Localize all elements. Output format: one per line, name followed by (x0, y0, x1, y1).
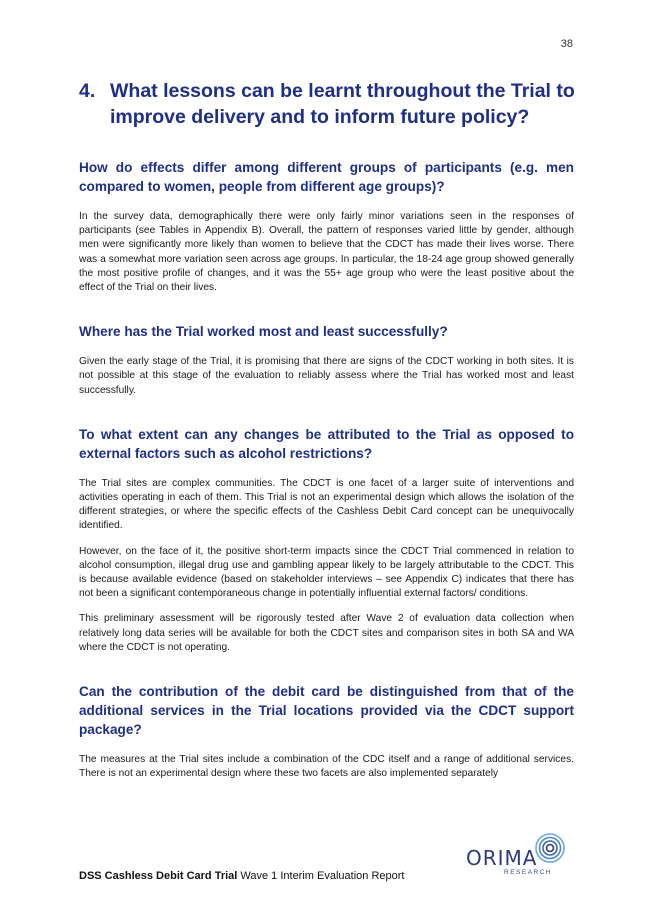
orima-research-logo (466, 832, 576, 882)
paragraph: However, on the face of it, the positive short-term impacts since the CDCT Trial commenced in relation to alcohol consumption, illegal drug use and gambling appear likely to be largely attributable to the CDCT. This is because available evidence (based on stakeholder interviews – see Appendix C) indicates that there has not been a significant contemporaneous change in potentially influential external factors/ conditions. (79, 545, 574, 600)
body-content (79, 158, 574, 792)
concentric-circles-icon (534, 832, 566, 864)
chapter-number: 4. (79, 80, 96, 102)
section-group-differences (79, 158, 574, 295)
section-where-worked (79, 322, 574, 398)
logo-wordmark: ORIMA (466, 846, 538, 870)
section-heading: Can the contribution of the debit card be distinguished from that of the additional services in the Trial locations provided via the CDCT support package? (79, 684, 574, 738)
chapter-heading (79, 78, 579, 130)
section-heading: How do effects differ among different groups of participants (e.g. men compared to women, people from different age groups)? (79, 160, 574, 194)
section-heading: Where has the Trial worked most and least successfully? (79, 324, 448, 340)
chapter-title: What lessons can be learnt throughout the Trial to improve delivery and to inform future policy? (110, 80, 575, 128)
section-card-contribution (79, 682, 574, 781)
footer (79, 870, 404, 882)
paragraph: This preliminary assessment will be rigorously tested after Wave 2 of evaluation data collection when relatively long data series will be available for both the CDCT sites and comparison sites in both SA and WA where the CDCT is not operating. (79, 613, 574, 653)
paragraph: The Trial sites are complex communities. The CDCT is one facet of a larger suite of interventions and activities operating in each of them. This Trial is not an experimental design which allows the isolation of the different strategies, or where the specific effects of the Cashless Debit Card concept can be unequivocally identified. (79, 477, 574, 532)
paragraph: Given the early stage of the Trial, it is promising that there are signs of the CDCT working in both sites. It is not possible at this stage of the evaluation to reliably assess where the Trial has worked most and least successfully. (79, 356, 574, 396)
page-number: 38 (560, 38, 573, 50)
footer-report-name: DSS Cashless Debit Card Trial (79, 870, 238, 882)
section-attribution (79, 425, 574, 655)
paragraph: In the survey data, demographically there were only fairly minor variations seen in the responses of participants (see Tables in Appendix B). Overall, the pattern of responses varied little by gender, although men were significantly more likely than women to believe that the CDCT has made their lives worse. There was a somewhat more variation seen across age groups. In particular, the 18-24 age group showed generally the most positive profile of changes, and it was the 55+ age group who were the least positive about the effect of the Trial on their lives. (79, 211, 574, 294)
paragraph: The measures at the Trial sites include a combination of the CDC itself and a range of additional services. There is not an experimental design where these two facets are also implemented separately (79, 754, 574, 780)
logo-subtitle: RESEARCH (504, 869, 553, 876)
footer-report-subtitle: Wave 1 Interim Evaluation Report (237, 870, 405, 882)
section-heading: To what extent can any changes be attributed to the Trial as opposed to external factors such as alcohol restrictions? (79, 426, 574, 461)
